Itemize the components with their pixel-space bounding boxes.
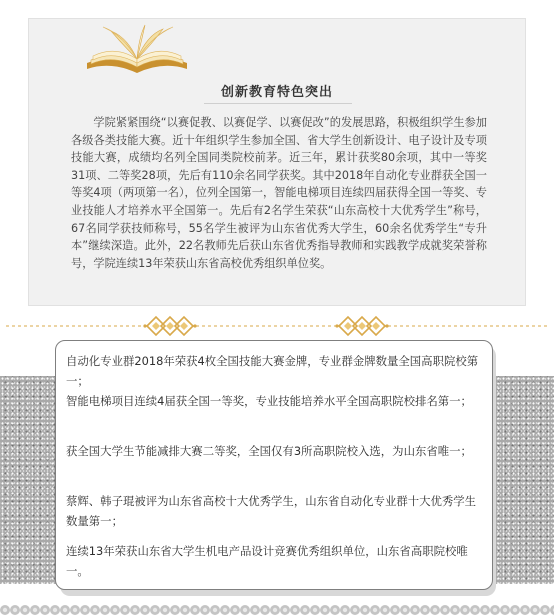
title-underline bbox=[204, 103, 352, 104]
achievements-panel bbox=[55, 340, 493, 590]
achievement-item: 智能电梯项目连续4届获全国一等奖，专业技能培养水平全国高职院校排名第一； bbox=[66, 394, 472, 408]
glitter-band-right bbox=[486, 376, 554, 584]
open-book-icon bbox=[81, 23, 193, 75]
diamond-chain-ornament bbox=[0, 313, 554, 339]
achievement-item: 获全国大学生节能减排大赛二等奖，全国仅有3所高职院校入选，为山东省唯一； bbox=[66, 444, 472, 458]
intro-card bbox=[28, 18, 526, 306]
section-title: 创新教育特色突出 bbox=[220, 85, 333, 100]
achievement-item: 连续13年荣获山东省大学生机电产品设计竞赛优秀组织单位，山东省高职院校唯一。 bbox=[66, 544, 468, 578]
achievement-item: 蔡辉、韩子琨被评为山东省高校十大优秀学生，山东省自动化专业群十大优秀学生数量第一； bbox=[66, 494, 477, 528]
scalloped-border bbox=[0, 598, 554, 616]
intro-paragraph: 学院紧紧围绕“以赛促教、以赛促学、以赛促改”的发展思路，积极组织学生参加各级各类技能大赛。近十年组织学生参加全国、省大学生创新设计、电子设计及专项技能大赛，成绩均名列全国同类院校前茅。近三年，累计获奖80余项，其中一等奖31项、二等奖28项，先后有110余名同学获奖。其中2018年自动化专业群获全国一等奖4项（两项第一名），位列全国第一，智能电梯项目连续四届获得全国一等奖、专业技能人才培养水平全国第一。先后有2名学生荣获“山东高校十大优秀学生”称号，67名同学获技师称号，55名学生被评为山东省优秀大学生，60余名优秀学生“专升本”继续深造。此外，22名教师先后获山东省优秀指导教师和实践教学成就奖荣誉称号，学院连续13年荣获山东省高校优秀组织单位奖。 bbox=[71, 116, 487, 270]
achievement-item: 自动化专业群2018年荣获4枚全国技能大赛金牌，专业群金牌数量全国高职院校第一； bbox=[66, 354, 479, 388]
